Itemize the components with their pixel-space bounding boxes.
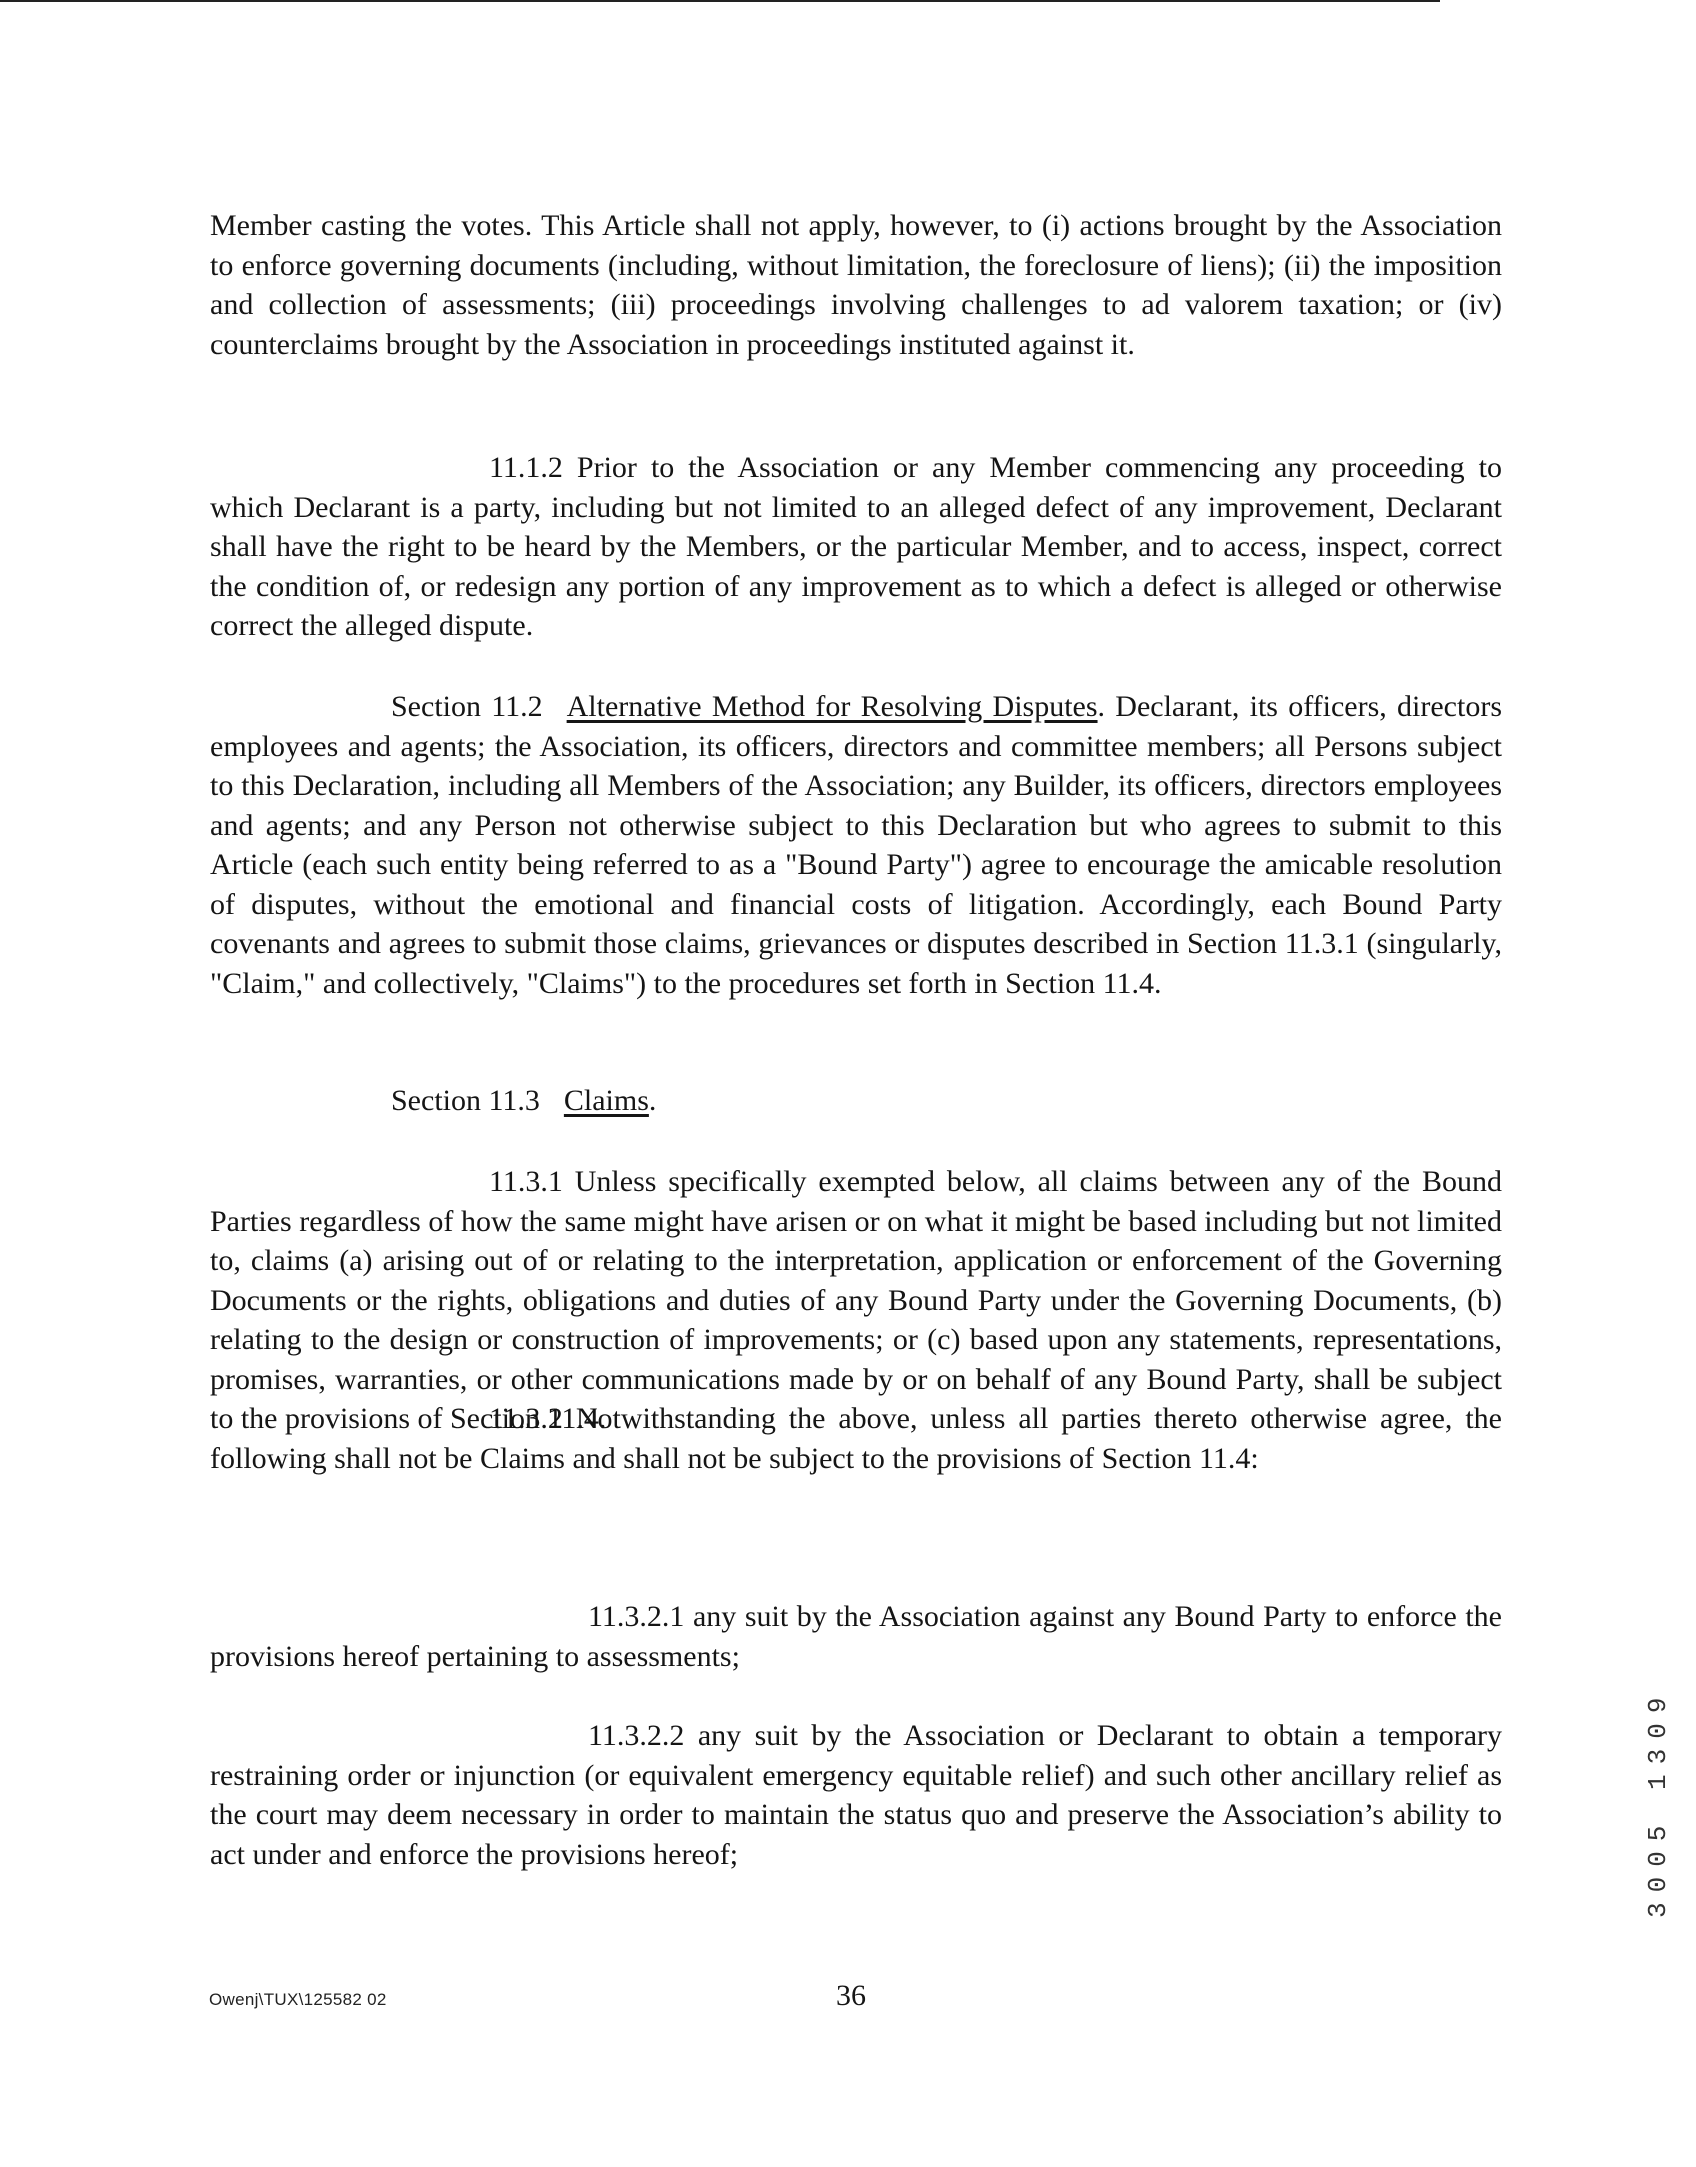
section-label: Section 11.2 [391, 690, 543, 723]
heading-section-11-3: Section 11.3 Claims. [391, 1084, 657, 1117]
top-scan-edge [0, 0, 1440, 2]
paragraph-11-3-2: 11.3.2 Notwithstanding the above, unless all parties thereto otherwise agree, the following shall not be Claims and shall not be subject to the provisions of Section 11.4: [210, 1402, 1502, 1475]
section-heading: Alternative Method for Resolving Disputes [566, 690, 1098, 723]
section-body: . Declarant, its officers, directors employees and agents; the Association, its officers, directors and committee members; all Persons subject to this Declaration, including all Members of the Association; any Builder, its officers, directors employees and agents; and any Person not otherwise subject to this Declaration but who agrees to submit to this Article (each such entity being referred to as a "Bound Party") agree to encourage the amicable resolution of disputes, without the emotional and financial costs of litigation. Accordingly, each Bound Party covenants and agrees to submit those claims, grievances or disputes described in Section 11.3.1 (singularly, "Claim," and collectively, "Claims") to the procedures set forth in Section 11.4. [210, 690, 1502, 1000]
paragraph-article-exemptions: Member casting the votes. This Article shall not apply, however, to (i) actions brought by the Association to enforce governing documents (including, without limitation, the foreclosure of liens); (ii) the imposition and collection of assessments; (iii) proceedings involving challenges to ad valorem taxation; or (iv) counterclaims brought by the Association in proceedings instituted against it. [210, 209, 1502, 361]
paragraph-11-1-2: 11.1.2 Prior to the Association or any Member commencing any proceeding to which Declarant is a party, including but not limited to an alleged defect of any improvement, Declarant shall have the right to be heard by the Members, or the particular Member, and to access, inspect, correct the condition of, or redesign any portion of any improvement as to which a defect is alleged or otherwise correct the alleged dispute. [210, 451, 1502, 642]
paragraph-section-11-2 [210, 687, 1502, 1003]
margin-recording-stamp [1643, 1578, 1673, 1918]
section-label: Section 11.3 [391, 1084, 540, 1117]
section-heading: Claims [563, 1084, 649, 1117]
stamp-number: 3005 1309 [1643, 1687, 1673, 1918]
paragraph-11-3-1: 11.3.1 Unless specifically exempted below, all claims between any of the Bound Parties regardless of how the same might have arisen or on what it might be based including but not limited to, claims (a) arising out of or relating to the interpretation, application or enforcement of the Governing Documents or the rights, obligations and duties of any Bound Party under the Governing Documents, (b) relating to the design or construction of improvements; or (c) based upon any statements, representations, promises, warranties, or other communications made by or on behalf of any Bound Party, shall be subject to the provisions of Section 11.4. [210, 1165, 1502, 1435]
stamp-glyphs [1643, 1578, 1673, 1918]
page-number: 36 [836, 1979, 866, 2012]
paragraph-11-3-2-1: 11.3.2.1 any suit by the Association against any Bound Party to enforce the provisions hereof pertaining to assessments; [210, 1600, 1502, 1673]
paragraph-11-3-2-2: 11.3.2.2 any suit by the Association or Declarant to obtain a temporary restraining order or injunction (or equivalent emergency equitable relief) and such other ancillary relief as the court may deem necessary in order to maintain the status quo and preserve the Association’s ability to act under and enforce the provisions hereof; [210, 1719, 1502, 1871]
footer-document-id: Owenj\TUX\125582 02 [209, 1990, 387, 2009]
